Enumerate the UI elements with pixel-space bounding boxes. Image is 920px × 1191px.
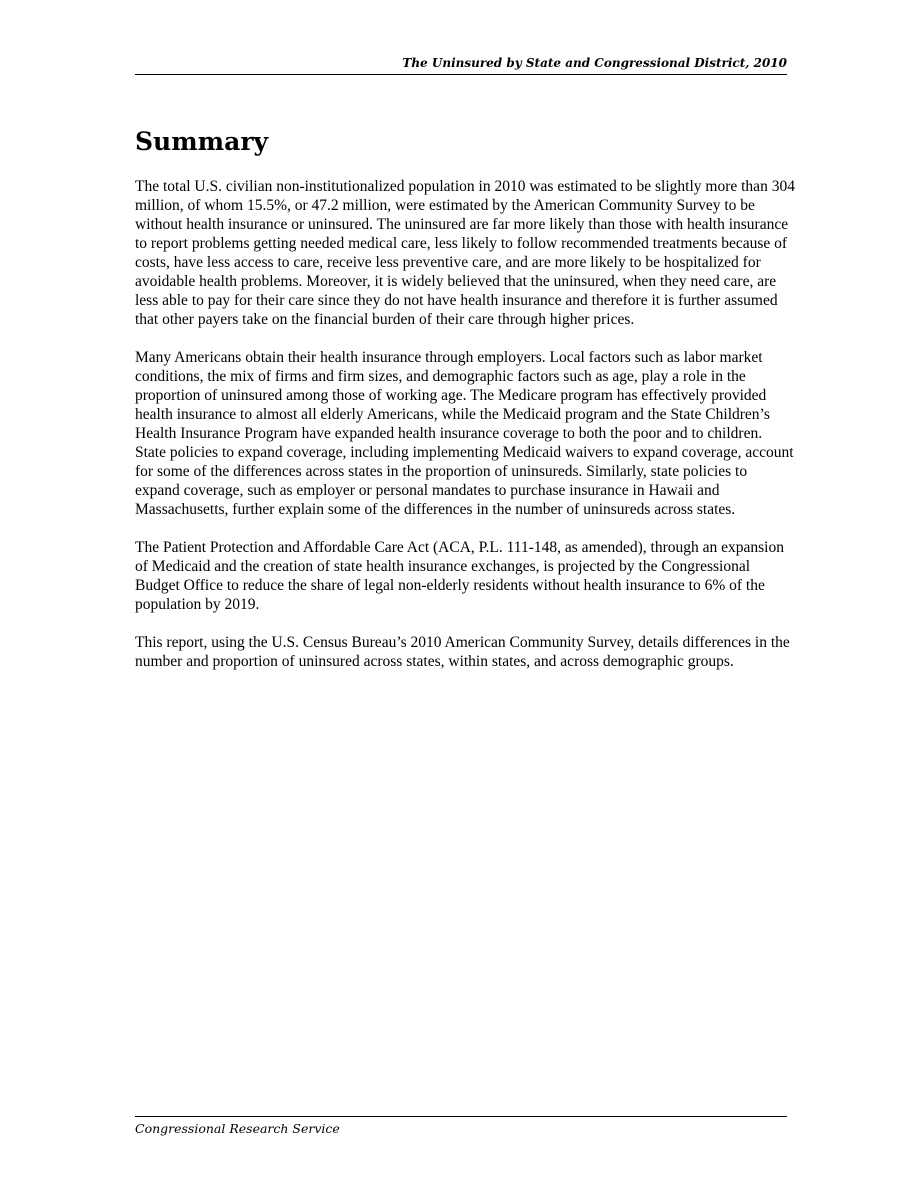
summary-body [135,177,795,690]
paragraph-4: This report, using the U.S. Census Bureau’s 2010 American Community Survey, details differences in the number and proportion of uninsured across states, within states, and across demographic groups. [135,634,790,670]
footer-organization: Congressional Research Service [135,1121,340,1136]
paragraph-3: The Patient Protection and Affordable Care Act (ACA, P.L. 111-148, as amended), through an expansion of Medicaid and the creation of state health insurance exchanges, is projected by the Congressional Budget Office to reduce the share of legal non-elderly residents without health insurance to 6% of the population by 2019. [135,539,784,613]
paragraph-2: Many Americans obtain their health insurance through employers. Local factors such as labor market conditions, the mix of firms and firm sizes, and demographic factors such as age, play a role in the proportion of uninsured among those of working age. The Medicare program has effectively provided health insurance to almost all elderly Americans, while the Medicaid program and the State Children’s Health Insurance Program have expanded health insurance coverage to both the poor and to children. State policies to expand coverage, including implementing Medicaid waivers to expand coverage, account for some of the differences across states in the proportion of uninsureds. Similarly, state policies to expand coverage, such as employer or personal mandates to purchase insurance in Hawaii and Massachusetts, further explain some of the differences in the number of uninsureds across states. [135,349,794,518]
footer-divider [135,1116,787,1117]
paragraph-1: The total U.S. civilian non-institutionalized population in 2010 was estimated to be slightly more than 304 million, of whom 15.5%, or 47.2 million, were estimated by the American Community Survey to be without health insurance or uninsured. The uninsured are far more likely than those with health insurance to report problems getting needed medical care, less likely to follow recommended treatments because of costs, have less access to care, receive less preventive care, and are more likely to be hospitalized for avoidable health problems. Moreover, it is widely believed that the uninsured, when they need care, are less able to pay for their care since they do not have health insurance and therefore it is further assumed that other payers take on the financial burden of their care through higher prices. [135,178,795,328]
running-header: The Uninsured by State and Congressional District, 2010 [135,56,787,75]
section-title: Summary [135,127,269,156]
